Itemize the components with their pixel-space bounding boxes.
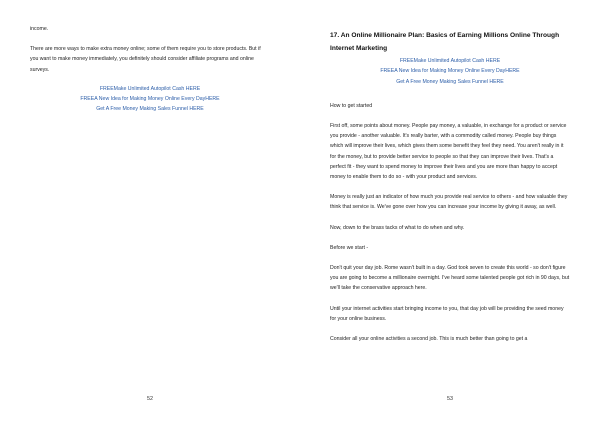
paragraph: Now, down to the brass tacks of what to do when and why. — [330, 224, 465, 231]
promo-link-new-idea[interactable]: FREEA New Idea for Making Money Online Every DayHERE — [80, 96, 220, 103]
paragraph: There are more ways to make extra money online; some of them require you to store products. But if you want to make money immediately, you definitely should consider affiliate programs and online surveys. — [30, 46, 261, 73]
paragraph: Consider all your online activities a second job. This is much better than going to get a — [330, 336, 528, 343]
promo-links — [330, 56, 570, 87]
paragraph: Until your internet activities start bringing income to you, that day job will be providing the seed money for your online business. — [330, 305, 564, 322]
paragraph: Don't quit your day job. Rome wasn't built in a day. God took seven to create this world - so don't figure you are going to become a millionaire overnight. I've heard some talented people got rich in 90 days, but we'll take the conservative approach here. — [330, 265, 570, 292]
page-number: 53 — [447, 396, 453, 402]
paragraph: First off, some points about money. People pay money, a valuable, in exchange for a product or service you provide - another valuable. It's really barter, with a commodity called money. People buy things which will improve their lives, which gives them some benefit they feel they need. You aren't really in it for the money, but to provide better service to people so that they can improve their lives. That's a perfect fit - they want to spend money to improve their lives and you are more than happy to accept money to enable them to do so - with your product and services. — [330, 123, 567, 181]
paragraph: Money is really just an indicator of how much you provide real service to others - and how valuable they think that service is. We've gone over how you can increase your income by giving it away, as well. — [330, 194, 568, 211]
promo-link-autopilot-cash[interactable]: FREEMake Unlimited Autopilot Cash HERE — [399, 58, 501, 65]
chapter-heading: 17. An Online Millionaire Plan: Basics of Earning Millions Online Through Internet Marketing — [330, 32, 560, 52]
promo-link-autopilot-cash[interactable]: FREEMake Unlimited Autopilot Cash HERE — [99, 85, 201, 92]
paragraph: income. — [30, 26, 49, 32]
promo-links — [30, 84, 270, 115]
promo-link-new-idea[interactable]: FREEA New Idea for Making Money Online Every DayHERE — [380, 68, 520, 75]
promo-link-sales-funnel[interactable]: Get A Free Money Making Sales Funnel HERE — [96, 106, 204, 113]
page-number: 52 — [147, 396, 153, 402]
paragraph: Before we start - — [330, 244, 369, 251]
promo-link-sales-funnel[interactable]: Get A Free Money Making Sales Funnel HERE — [396, 78, 504, 85]
left-page-content — [30, 24, 270, 114]
right-page — [300, 0, 600, 424]
right-page-content — [330, 30, 570, 344]
section-subheading: How to get started — [330, 102, 373, 109]
